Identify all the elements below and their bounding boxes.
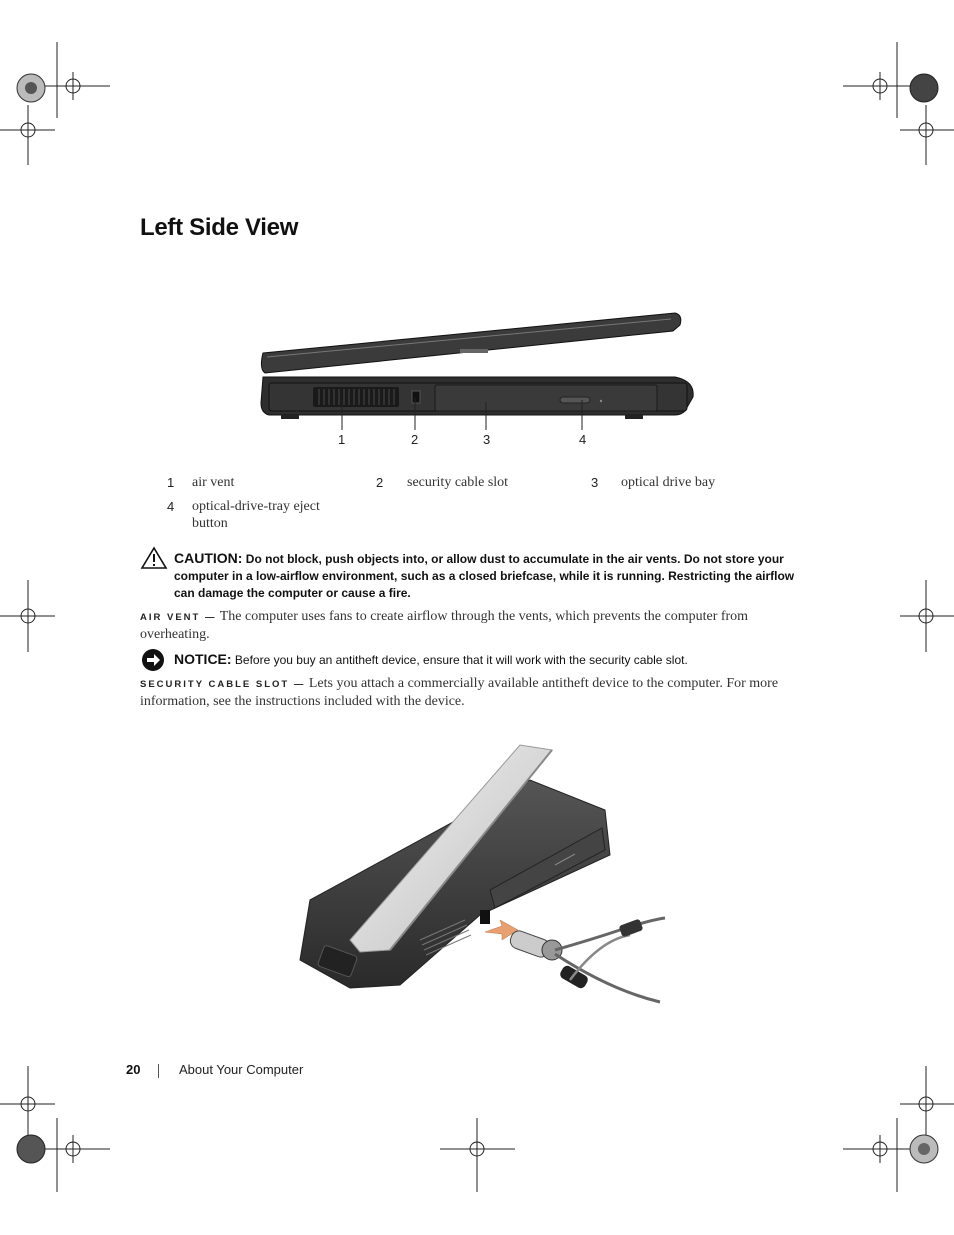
page-title: Left Side View [140,214,299,241]
footer-section: About Your Computer [179,1062,304,1077]
notice-note [174,651,804,669]
callout-3: 3 [483,432,491,447]
security-slot-term: SECURITY CABLE SLOT — [140,679,306,690]
air-vent-term: AIR VENT — [140,612,217,623]
callout-1: 1 [338,432,346,447]
air-vent-paragraph [140,608,800,643]
callout-2: 2 [411,432,419,447]
legend-num: 3 [591,475,599,490]
footer-divider [158,1064,159,1078]
caution-text: Do not block, push objects into, or allow dust to accumulate in the air vents. Do not store your computer in a low-airflow environment, such as a closed briefcase, while it is running. Restricting the airflow can damage the computer or cause a fire. [174,552,795,600]
legend-num: 2 [376,475,384,490]
notice-label: NOTICE: [174,651,232,667]
legend-num: 1 [167,475,175,490]
callout-4: 4 [579,432,587,447]
caution-note [174,550,804,602]
legend-text: optical-drive-tray eject button [192,499,320,531]
legend-text: security cable slot [407,475,509,490]
security-slot-text: Lets you attach a commercially available antitheft device to the computer. For more information, see the instructions included with the device. [140,676,779,709]
air-vent-text: The computer uses fans to create airflow through the vents, which prevents the computer from overheating. [140,609,749,642]
legend-text: air vent [192,475,235,490]
caution-label: CAUTION: [174,550,243,566]
cable-lock-figure [290,740,680,1010]
legend-num: 4 [167,499,175,514]
security-slot-paragraph [140,675,800,710]
laptop-left-side-figure [255,305,700,430]
caution-icon [140,546,168,570]
notice-text: Before you buy an antitheft device, ensure that it will work with the security cable slot. [234,653,688,667]
notice-icon [141,648,165,672]
legend-text: optical drive bay [621,475,716,490]
page-number: 20 [126,1062,141,1077]
